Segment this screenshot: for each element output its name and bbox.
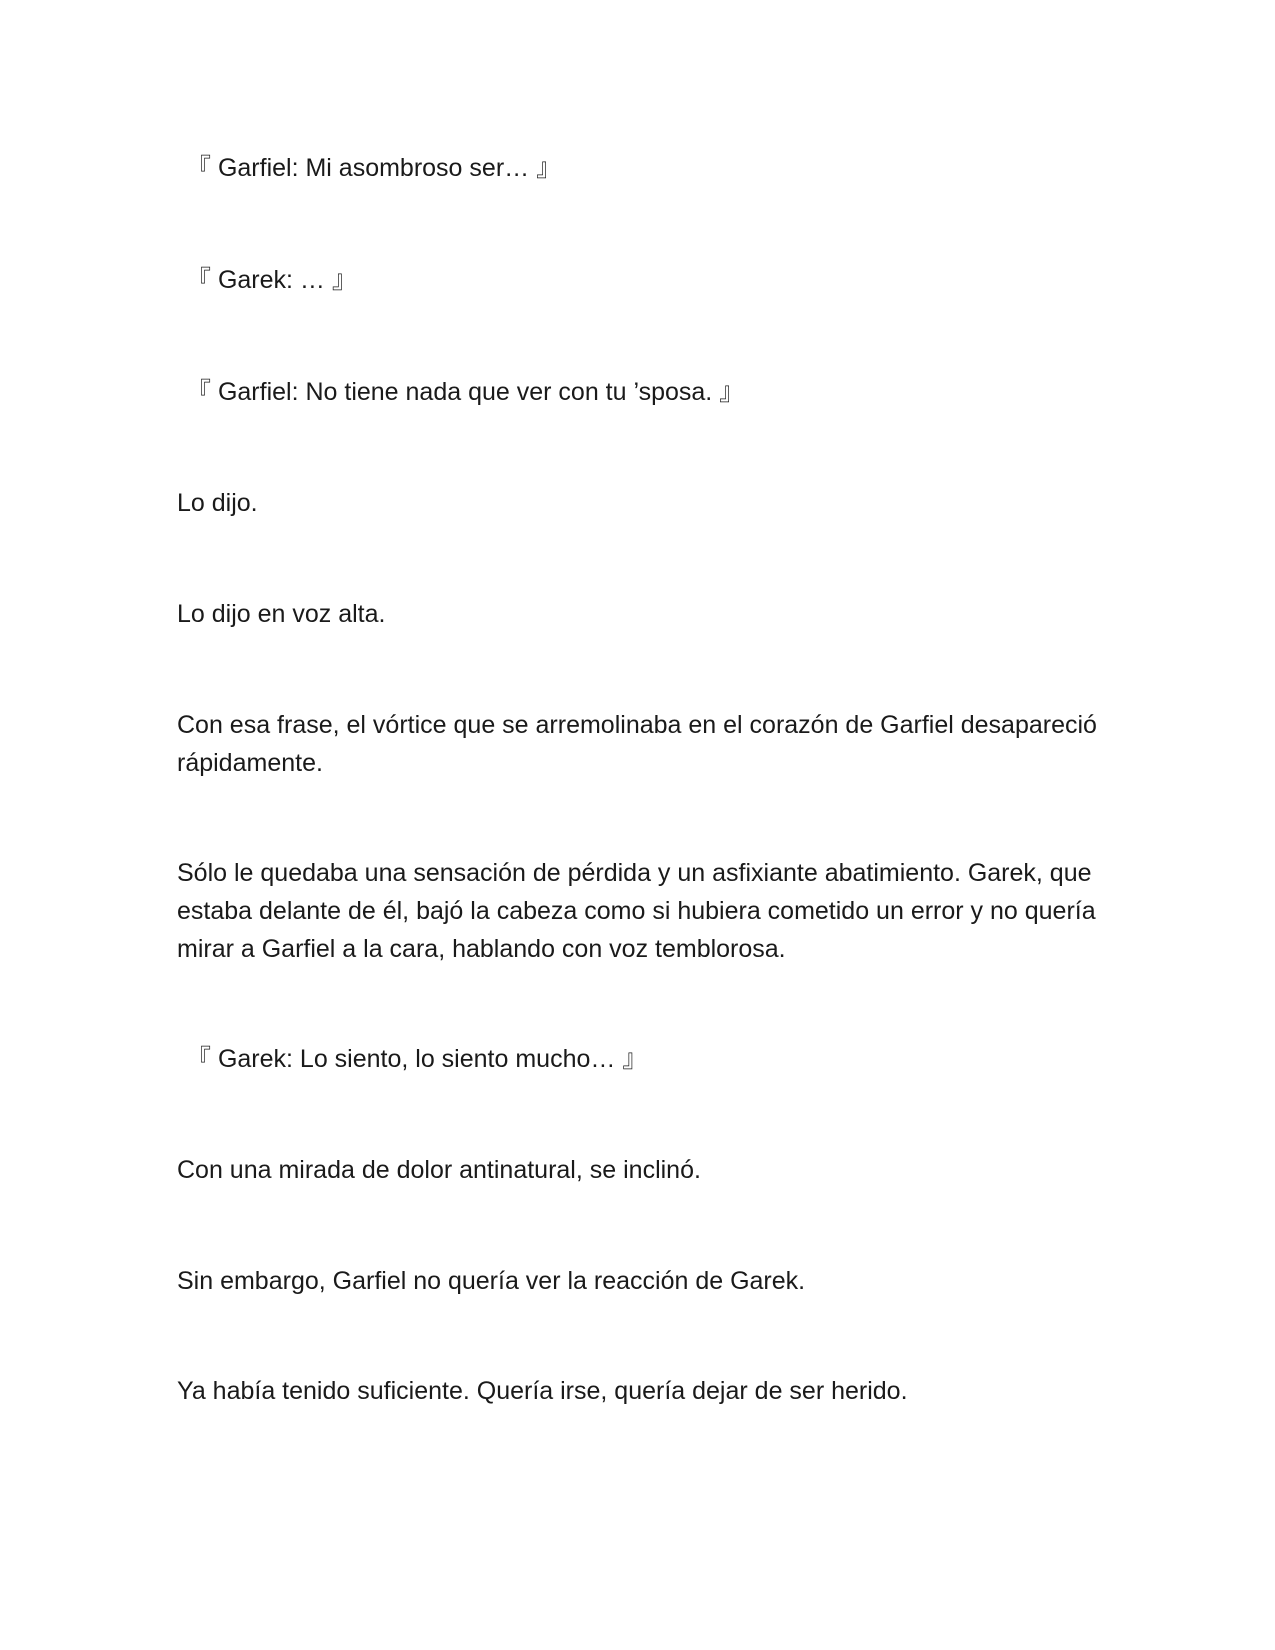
narration-paragraph: Ya había tenido suficiente. Quería irse, quería dejar de ser herido. xyxy=(177,1377,908,1405)
narration-paragraph: Lo dijo en voz alta. xyxy=(177,600,386,628)
narration-paragraph: Lo dijo. xyxy=(177,489,258,517)
dialogue-garek-2: 『 Garek: Lo siento, lo siento mucho… 』 xyxy=(186,1045,648,1073)
narration-paragraph: Con esa frase, el vórtice que se arremolinaba en el corazón de Garfiel desapareció rápidamente. xyxy=(177,711,1097,777)
narration-paragraph: Sin embargo, Garfiel no quería ver la reacción de Garek. xyxy=(177,1267,806,1295)
dialogue-garfiel-1: 『 Garfiel: Mi asombroso ser… 』 xyxy=(186,154,562,182)
narration-paragraph: Con una mirada de dolor antinatural, se inclinó. xyxy=(177,1156,701,1184)
dialogue-garek-1: 『 Garek: … 』 xyxy=(186,266,357,294)
dialogue-garfiel-2: 『 Garfiel: No tiene nada que ver con tu ’sposa. 』 xyxy=(186,378,745,406)
narration-paragraph: Sólo le quedaba una sensación de pérdida y un asfixiante abatimiento. Garek, que estaba delante de él, bajó la cabeza como si hubiera cometido un error y no quería mirar a Garfiel a la cara, hablando con voz temblorosa. xyxy=(177,859,1096,963)
